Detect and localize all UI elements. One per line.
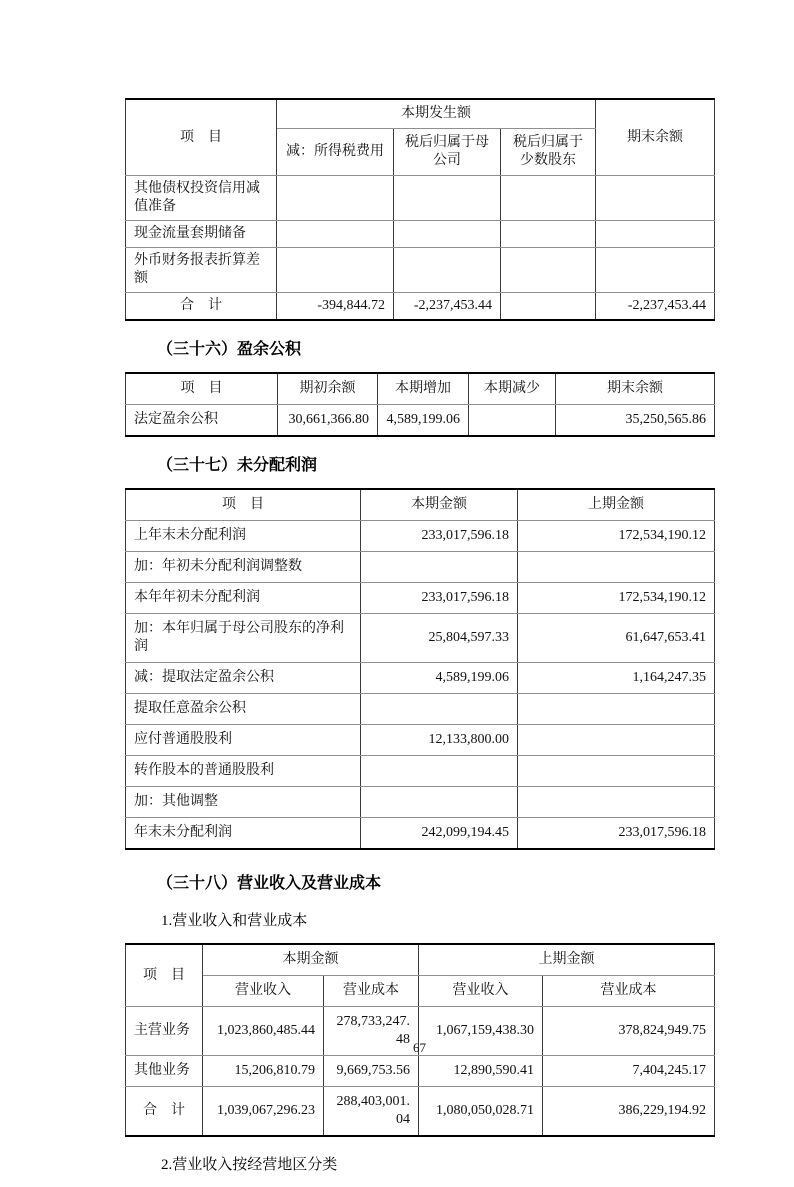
oci-row-parent <box>394 248 501 293</box>
re-row-current: 242,099,194.45 <box>361 818 518 850</box>
sr-row-ending: 35,250,565.86 <box>556 405 715 437</box>
oci-row-item: 其他债权投资信用减值准备 <box>126 176 277 221</box>
table-row <box>126 405 715 437</box>
re-row-item: 年末未分配利润 <box>126 818 361 850</box>
rc-header-prior-revenue: 营业收入 <box>419 976 543 1007</box>
oci-header-after-tax-parent: 税后归属于母公司 <box>394 129 501 176</box>
re-row-prior <box>518 725 715 756</box>
re-row-item: 本年年初未分配利润 <box>126 583 361 614</box>
oci-table <box>125 98 715 321</box>
rc-total-prior-cost: 386,229,194.92 <box>543 1087 715 1137</box>
oci-row-item: 外币财务报表折算差额 <box>126 248 277 293</box>
re-row-current <box>361 756 518 787</box>
surplus-reserve-header-row <box>126 373 715 405</box>
rc-header-item: 项 目 <box>126 944 203 1007</box>
re-row-prior: 172,534,190.12 <box>518 521 715 552</box>
re-row-prior: 172,534,190.12 <box>518 583 715 614</box>
oci-total-label: 合 计 <box>126 293 277 321</box>
re-row-current: 233,017,596.18 <box>361 521 518 552</box>
sr-header-ending: 期末余额 <box>556 373 715 405</box>
oci-row-parent <box>394 176 501 221</box>
re-row-item: 转作股本的普通股股利 <box>126 756 361 787</box>
table-row <box>126 614 715 663</box>
table-row <box>126 1056 715 1087</box>
table-row <box>126 521 715 552</box>
rc-row-prior-revenue: 12,890,590.41 <box>419 1056 543 1087</box>
re-row-current: 12,133,800.00 <box>361 725 518 756</box>
oci-header-less-income-tax: 减：所得税费用 <box>277 129 394 176</box>
sr-row-increase: 4,589,199.06 <box>378 405 469 437</box>
oci-header-item: 项 目 <box>126 99 277 176</box>
oci-row-minority <box>501 176 596 221</box>
section-38-subsection-1: 1.营业收入和营业成本 <box>161 913 308 929</box>
rc-row-current-revenue: 1,023,860,485.44 <box>203 1007 324 1056</box>
oci-row-minority <box>501 248 596 293</box>
oci-row-minority <box>501 221 596 248</box>
re-row-prior: 61,647,653.41 <box>518 614 715 663</box>
re-row-item: 加：本年归属于母公司股东的净利润 <box>126 614 361 663</box>
table-row-total <box>126 293 715 321</box>
table-row-total <box>126 1087 715 1137</box>
rc-row-current-revenue: 15,206,810.79 <box>203 1056 324 1087</box>
page-content <box>125 98 714 1187</box>
oci-row-parent <box>394 221 501 248</box>
sr-row-decrease <box>469 405 556 437</box>
re-row-prior <box>518 552 715 583</box>
sr-header-item: 项 目 <box>126 373 278 405</box>
table-row <box>126 248 715 293</box>
rc-row-prior-revenue: 1,067,159,438.30 <box>419 1007 543 1056</box>
oci-row-ending <box>596 176 715 221</box>
table-row <box>126 694 715 725</box>
oci-header-row-1 <box>126 99 715 129</box>
revenue-cost-header-row-2 <box>126 976 715 1007</box>
rc-total-current-revenue: 1,039,067,296.23 <box>203 1087 324 1137</box>
rc-header-prior-cost: 营业成本 <box>543 976 715 1007</box>
table-row <box>126 725 715 756</box>
oci-header-ending-balance: 期末余额 <box>596 99 715 176</box>
sr-row-item: 法定盈余公积 <box>126 405 278 437</box>
oci-total-tax: -394,844.72 <box>277 293 394 321</box>
oci-total-ending: -2,237,453.44 <box>596 293 715 321</box>
re-row-item: 提取任意盈余公积 <box>126 694 361 725</box>
rc-row-current-cost: 9,669,753.56 <box>324 1056 419 1087</box>
revenue-cost-header-row-1 <box>126 944 715 976</box>
rc-header-prior-group: 上期金额 <box>419 944 715 976</box>
re-header-current: 本期金额 <box>361 489 518 521</box>
rc-row-item: 主营业务 <box>126 1007 203 1056</box>
re-row-current: 25,804,597.33 <box>361 614 518 663</box>
oci-header-current-period-group: 本期发生额 <box>277 99 596 129</box>
retained-earnings-header-row <box>126 489 715 521</box>
rc-header-current-cost: 营业成本 <box>324 976 419 1007</box>
oci-row-tax <box>277 221 394 248</box>
table-row <box>126 818 715 850</box>
surplus-reserve-table <box>125 372 715 437</box>
re-row-prior <box>518 694 715 725</box>
sr-header-decrease: 本期减少 <box>469 373 556 405</box>
retained-earnings-table <box>125 488 715 850</box>
re-header-prior: 上期金额 <box>518 489 715 521</box>
rc-total-prior-revenue: 1,080,050,028.71 <box>419 1087 543 1137</box>
rc-total-label: 合 计 <box>126 1087 203 1137</box>
table-row <box>126 583 715 614</box>
table-row <box>126 221 715 248</box>
re-row-current <box>361 552 518 583</box>
oci-row-item: 现金流量套期储备 <box>126 221 277 248</box>
re-row-current <box>361 694 518 725</box>
re-row-prior <box>518 787 715 818</box>
re-row-current: 4,589,199.06 <box>361 663 518 694</box>
oci-total-minority <box>501 293 596 321</box>
oci-row-tax <box>277 248 394 293</box>
table-row <box>126 552 715 583</box>
rc-row-current-cost: 278,733,247.48 <box>324 1007 419 1056</box>
rc-header-current-revenue: 营业收入 <box>203 976 324 1007</box>
section-37-title: （三十七）未分配利润 <box>157 457 318 474</box>
re-header-item: 项 目 <box>126 489 361 521</box>
rc-row-prior-cost: 7,404,245.17 <box>543 1056 715 1087</box>
oci-header-after-tax-minority: 税后归属于少数股东 <box>501 129 596 176</box>
rc-total-current-cost: 288,403,001.04 <box>324 1087 419 1137</box>
re-row-item: 加：其他调整 <box>126 787 361 818</box>
page-number: 67 <box>413 1040 426 1055</box>
re-row-current: 233,017,596.18 <box>361 583 518 614</box>
re-row-item: 上年末未分配利润 <box>126 521 361 552</box>
re-row-prior: 1,164,247.35 <box>518 663 715 694</box>
sr-header-increase: 本期增加 <box>378 373 469 405</box>
oci-total-parent: -2,237,453.44 <box>394 293 501 321</box>
re-row-item: 减：提取法定盈余公积 <box>126 663 361 694</box>
oci-row-ending <box>596 248 715 293</box>
re-row-prior <box>518 756 715 787</box>
table-row <box>126 176 715 221</box>
table-row <box>126 663 715 694</box>
re-row-prior: 233,017,596.18 <box>518 818 715 850</box>
sr-header-opening: 期初余额 <box>278 373 378 405</box>
section-38-subsection-2: 2.营业收入按经营地区分类 <box>161 1157 338 1173</box>
table-row <box>126 756 715 787</box>
oci-row-tax <box>277 176 394 221</box>
table-row <box>126 787 715 818</box>
rc-row-item: 其他业务 <box>126 1056 203 1087</box>
oci-row-ending <box>596 221 715 248</box>
section-38-title: （三十八）营业收入及营业成本 <box>157 875 382 892</box>
rc-header-current-group: 本期金额 <box>203 944 419 976</box>
section-36-title: （三十六）盈余公积 <box>157 341 302 358</box>
re-row-item: 应付普通股股利 <box>126 725 361 756</box>
sr-row-opening: 30,661,366.80 <box>278 405 378 437</box>
re-row-current <box>361 787 518 818</box>
rc-row-prior-cost: 378,824,949.75 <box>543 1007 715 1056</box>
re-row-item: 加：年初未分配利润调整数 <box>126 552 361 583</box>
